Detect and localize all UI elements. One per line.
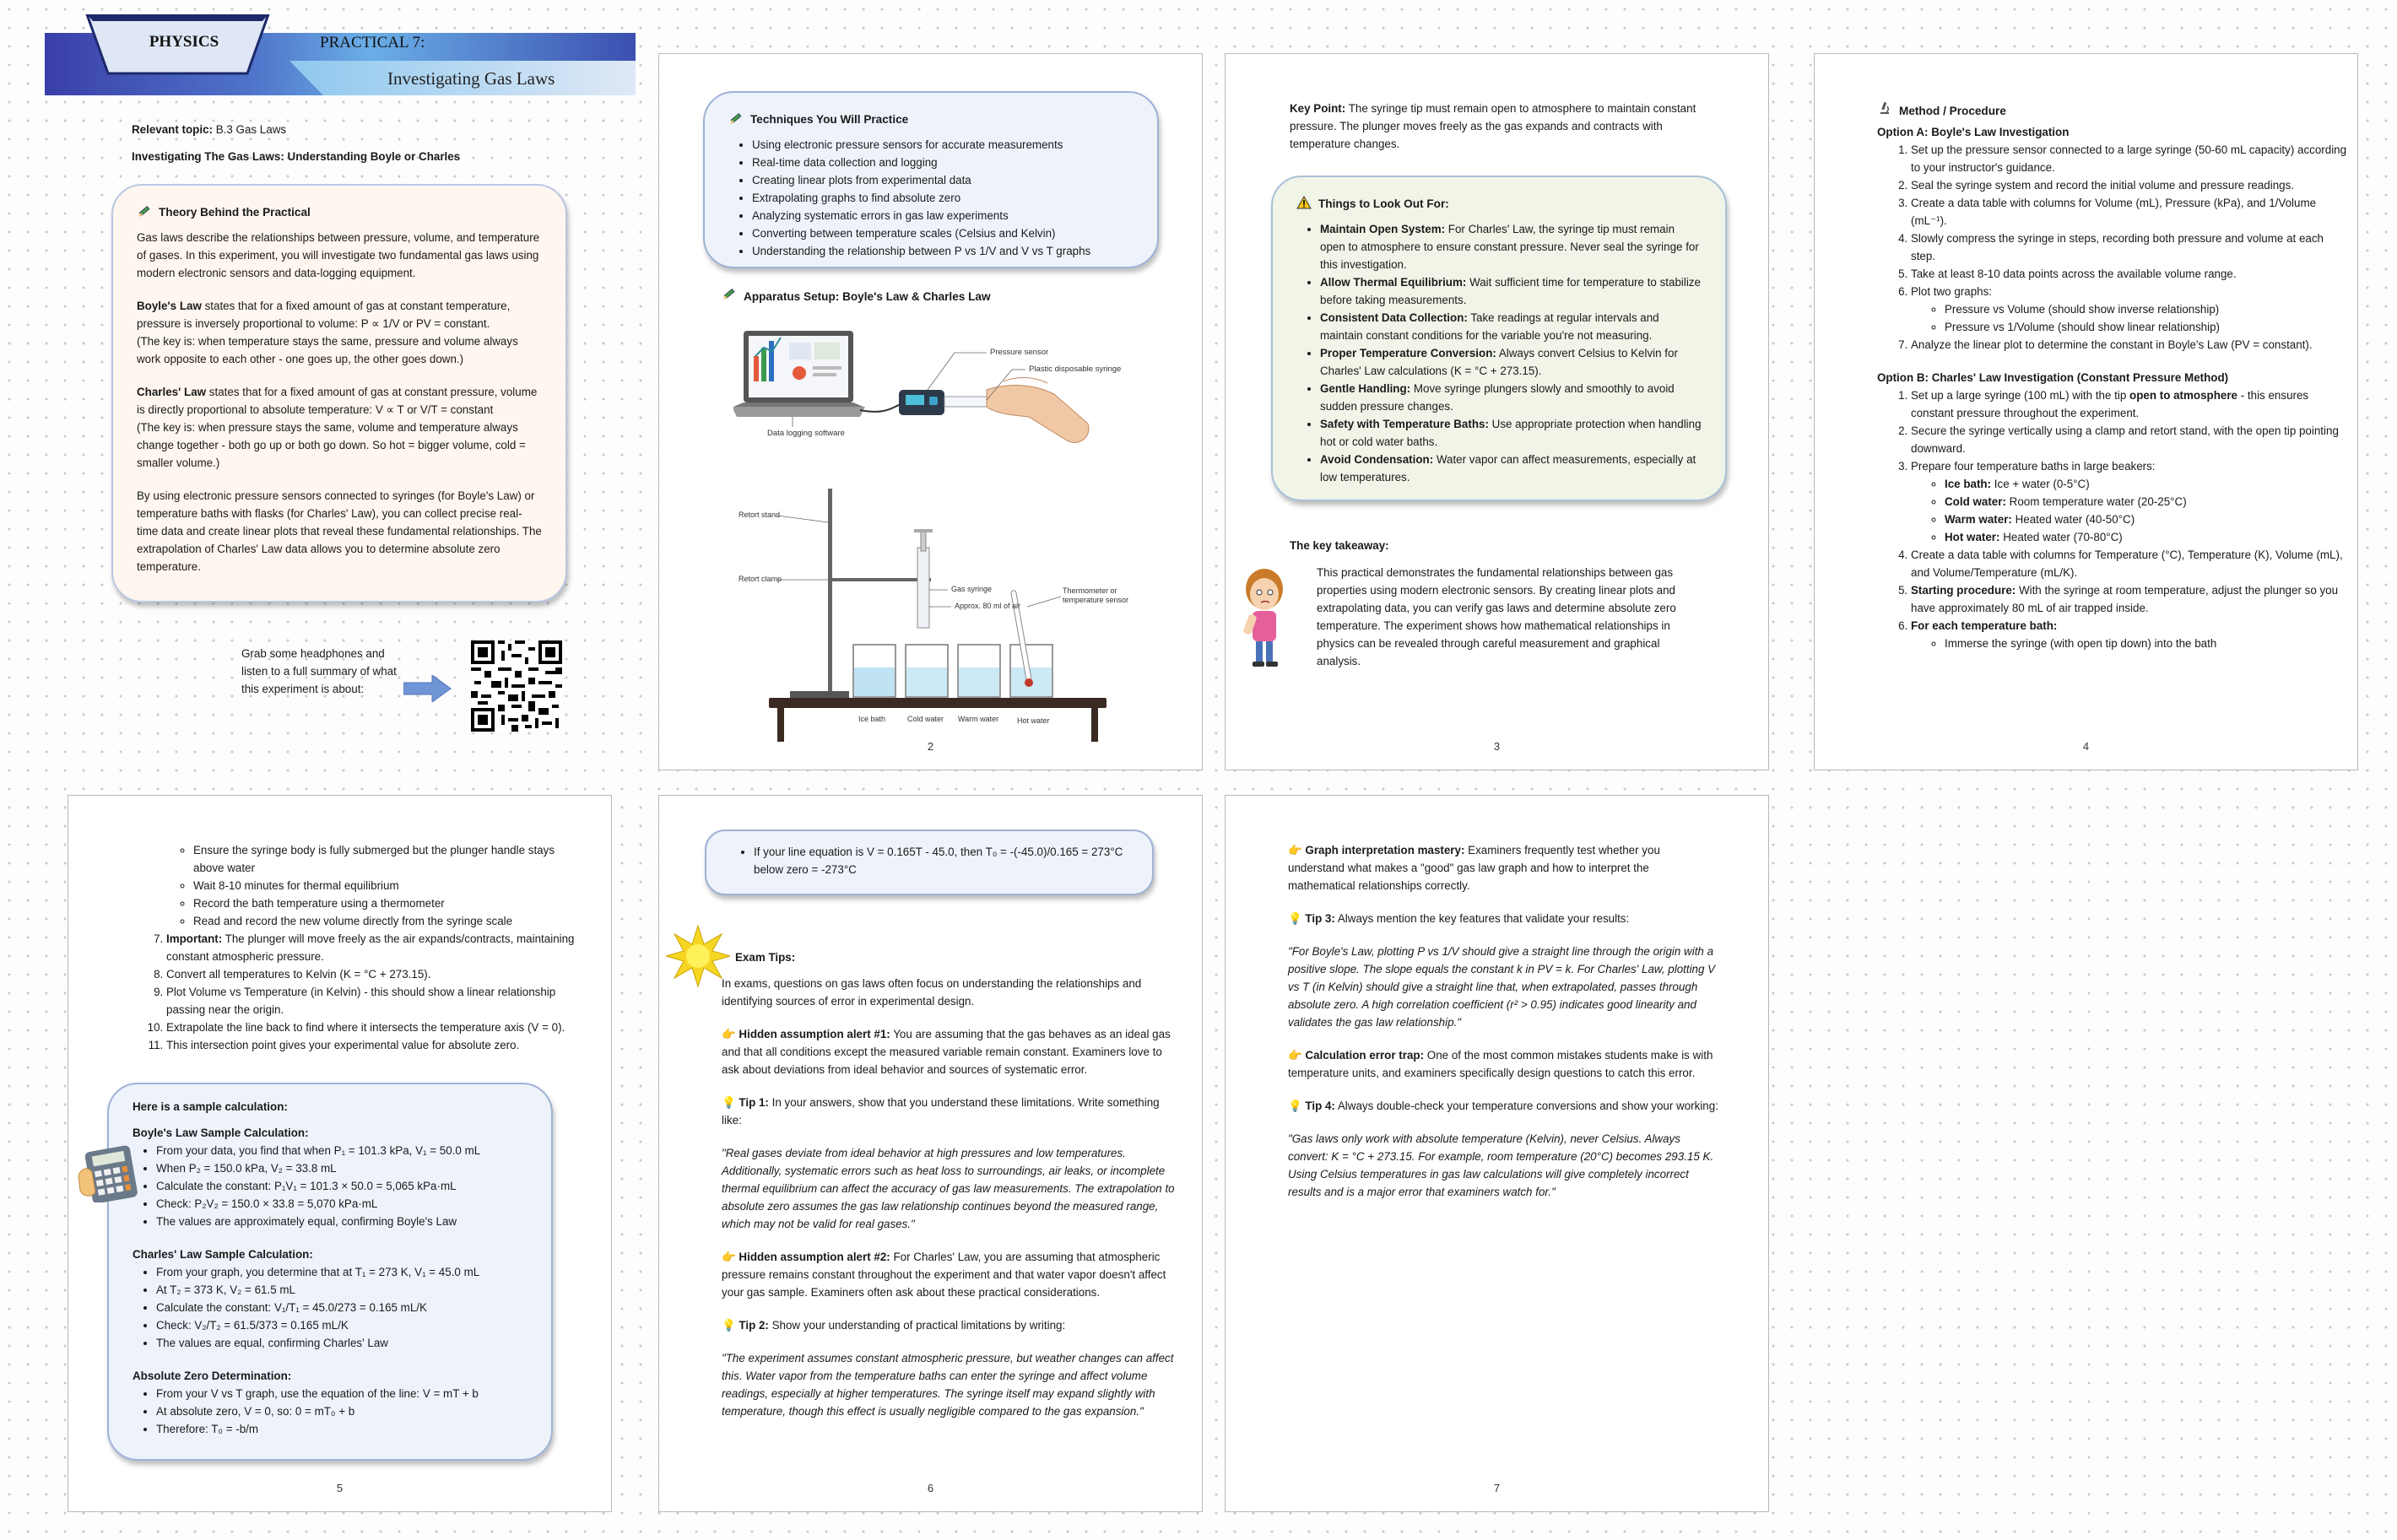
method-heading: Method / Procedure — [1899, 104, 2006, 117]
label-thermometer: Thermometer or temperature sensor — [1063, 586, 1129, 604]
abs-zero-heading: Absolute Zero Determination: — [133, 1370, 292, 1382]
starburst-icon — [666, 924, 730, 992]
pointing-hand-icon: 👉 — [722, 1028, 736, 1040]
theory-heading: Theory Behind the Practical — [159, 206, 311, 219]
lightbulb-icon: 💡 — [1288, 1100, 1302, 1112]
list-item: • Consistent Data Collection: Take readings at regular intervals and maintain constant conditions for the variable you're not measuring. — [1320, 309, 1702, 344]
apparatus-heading: Apparatus Setup: Boyle's Law & Charles Law — [744, 289, 991, 303]
list-item: • Safety with Temperature Baths: Use appropriate protection when handling hot or cold water baths. — [1320, 415, 1702, 451]
list-item: • Converting between temperature scales (Celsius and Kelvin) — [752, 224, 1134, 242]
list-item: 4. Slowly compress the syringe in steps, recording both pressure and volume at each step. — [1911, 230, 2350, 265]
warning-icon — [1296, 196, 1312, 212]
list-item: 7. Analyze the linear plot to determine the constant in Boyle's Law (PV = constant). — [1911, 336, 2350, 354]
label-cold-water: Cold water — [907, 715, 944, 723]
list-item: • The values are equal, confirming Charles' Law — [156, 1334, 528, 1352]
list-item: 6. Plot two graphs: ◦ Pressure vs Volume (should show inverse relationship) ◦ Pressure vs 1/Volume (should show linear relationship) — [1911, 283, 2350, 336]
page-5 — [68, 795, 612, 1512]
takeaway-text: This practical demonstrates the fundamental relationships between gas properties using modern electronic sensors. By creating linear plots and extrapolating data, you can verify gas laws and determine absolute zero temperature. The experiment shows how mathematical relationships in physics can be revealed through careful measurement and graphical analysis. — [1317, 566, 1676, 667]
page-7: 👉 Graph interpretation mastery: Examiners frequently test whether you understand what makes a "good" gas law graph and how to interpret the mathematical relationships correctly. 💡 Tip 3: Always mention the key features that validate your results: "For Boyle's Law, plotting P vs 1/V should give a straight line through the origin with a positive slope. The slope equals the constant k in PV = k. For Charles' Law, plotting V vs T (in Kelvin) should give a straight line that, when extrapolated, passes through absolute zero. A high correlation coefficient (r² > 0.95) indicates good linearity and validates the gas law relationship." 👉 Calculation error trap: One of the most common mistakes students make is with temperature units, and examiners specifically design questions to catch this error. 💡 Tip 4: Always double-check your temperature conversions and show your working: "Gas laws only work with absolute temperature (Kelvin), never Celsius. Always convert: K = °C + 273.15. For example, room temperature (20°C) becomes 293.15 K. Using Celsius temperatures in gas law calculations will give completely incorrect results and is a major error that examiners watch for." 7 — [1225, 795, 1769, 1512]
page-4 — [1814, 53, 2358, 770]
list-item: • When P₂ = 150.0 kPa, V₂ = 33.8 mL — [156, 1159, 528, 1177]
list-item: ◦ Ice bath: Ice + water (0-5°C) — [1945, 475, 2350, 493]
list-item: ◦ Wait 8-10 minutes for thermal equilibrium — [193, 877, 580, 894]
optionA-list — [1877, 141, 2350, 354]
list-item: 3. Prepare four temperature baths in large beakers: ◦ Ice bath: Ice + water (0-5°C) ◦ Cold water: Room temperature water (20-25°C) ◦ Warm water: Heated water (40-50°C) ◦ Hot water: Heated water (70-80°C) — [1911, 457, 2350, 546]
keypoint-text: The syringe tip must remain open to atmosphere to maintain constant pressure. The plunger moves freely as the gas expands and contracts with temperature changes. — [1290, 102, 1696, 150]
bath-steps-list — [133, 841, 580, 930]
list-item: • Understanding the relationship between P vs 1/V and V vs T graphs — [752, 242, 1134, 260]
list-item: • Using electronic pressure sensors for accurate measurements — [752, 136, 1134, 154]
list-item: • Calculate the constant: V₁/T₁ = 45.0/273 = 0.165 mL/K — [156, 1299, 528, 1316]
takeaway-heading: The key takeaway: — [1290, 539, 1389, 552]
list-item: 11. This intersection point gives your experimental value for absolute zero. — [166, 1036, 580, 1054]
list-item: ◦ Cold water: Room temperature water (20-25°C) — [1945, 493, 2350, 511]
lookout-box — [1271, 176, 1727, 501]
calc-heading: Here is a sample calculation: — [133, 1100, 288, 1113]
label-syringe: Plastic disposable syringe — [1029, 365, 1122, 374]
list-item: 4. Create a data table with columns for Temperature (°C), Temperature (K), Volume (mL), and Volume/Temperature (mL/K). — [1911, 546, 2350, 581]
charles-calc-heading: Charles' Law Sample Calculation: — [133, 1248, 313, 1261]
boyle-calc-list — [133, 1142, 528, 1230]
topic-value: B.3 Gas Laws — [212, 123, 287, 136]
exam-tips-heading: Exam Tips: — [735, 951, 796, 964]
optionB-heading: Option B: Charles' Law Investigation (Constant Pressure Method) — [1877, 371, 2229, 384]
label-retort-stand: Retort stand — [739, 511, 781, 519]
exam-intro: In exams, questions on gas laws often focus on understanding the relationships and identifying sources of error in experimental design. — [722, 977, 1142, 1008]
label-software: Data logging software — [767, 429, 845, 438]
label-air: Approx. 80 ml of air — [955, 602, 1021, 610]
list-item: • Avoid Condensation: Water vapor can affect measurements, especially at low temperatures. — [1320, 451, 1702, 486]
lookout-heading: Things to Look Out For: — [1318, 197, 1449, 210]
label-pressure-sensor: Pressure sensor — [990, 348, 1049, 357]
label-warm-water: Warm water — [958, 715, 999, 723]
charles-term: Charles' Law — [137, 386, 207, 398]
list-item: • From your data, you find that when P₁ = 101.3 kPa, V₁ = 50.0 mL — [156, 1142, 528, 1159]
pointing-hand-icon: 👉 — [1288, 1049, 1302, 1062]
pencil-icon — [137, 204, 152, 220]
list-item: • At T₂ = 373 K, V₂ = 61.5 mL — [156, 1281, 528, 1299]
charles-apparatus-illustration — [727, 480, 1149, 759]
theory-box — [111, 184, 567, 602]
list-item: 1. Set up the pressure sensor connected to a large syringe (50-60 mL capacity) according to your instructor's guidance. — [1911, 141, 2350, 176]
boyle-term: Boyle's Law — [137, 300, 202, 312]
list-item: ◦ Hot water: Heated water (70-80°C) — [1945, 528, 2350, 546]
page-subtitle: Investigating The Gas Laws: Understanding Boyle or Charles — [132, 150, 461, 163]
page-6: • If your line equation is V = 0.165T - 45.0, then T₀ = -(-45.0)/0.165 = 273°C below zero = -273°C Exam Tips: In exams, questions on gas laws often focus on understanding the relationships and identifying sources of error in experimental design. 👉 Hidden assumption alert #1: You are assuming that the gas behaves as an ideal gas and that all conditions except the measured variable remain constant. Examiners love to ask about deviations from ideal behavior and sources of systematic error. 💡 Tip 1: In your answers, show that you understand these limitations. Write something like: "Real gases deviate from ideal behavior at high pressures and low temperatures. Additionally, systematic errors such as heat loss to surroundings, air leaks, or incomplete thermal equilibrium can affect the accuracy of gas law measurements. The extrapolation to absolute zero assumes the gas law relationship continues beyond the measured range, which may not be valid for real gases." 👉 Hidden assumption alert #2: For Charles' Law, you are assuming that atmospheric pressure remains constant throughout the experiment and that water vapor doesn't affect your gas sample. Examiners often ask about these practical considerations. 💡 Tip 2: Show your understanding of practical limitations by writing: "The experiment assumes constant atmospheric pressure, but weather changes can affect this. Water vapor from the temperature baths can enter the syringe and affect volume readings, especially at higher temperatures. The syringe itself may expand slightly with temperature, though this effect is usually negligible compared to the gas expansion." 6 — [658, 795, 1203, 1512]
list-item: • Creating linear plots from experimental data — [752, 171, 1134, 189]
page-number: 7 — [1493, 1482, 1501, 1494]
list-item: 1. Set up a large syringe (100 mL) with the tip open to atmosphere - this ensures constant pressure throughout the experiment. — [1911, 386, 2350, 422]
quote-1: "Real gases deviate from ideal behavior at high pressures and low temperatures. Additionally, systematic errors such as heat loss to surroundings, air leaks, or incomplete thermal equilibrium can affect the accuracy of gas law measurements. The extrapolation to absolute zero assumes the gas law relationship continues beyond the measured range, which may not be valid for real gases." — [722, 1147, 1175, 1230]
abs-zero-list — [133, 1385, 528, 1438]
boyle-key: (The key is: when temperature stays the same, pressure and volume always work opposite to each other - one goes up, the other goes down.) — [137, 335, 518, 365]
techniques-list — [728, 136, 1134, 260]
quote-2: "The experiment assumes constant atmospheric pressure, but weather changes can affect this. Water vapor from the temperature baths can enter the syringe and affect volume readings, especially at higher temperatures. The syringe itself may expand slightly with temperature, though this effect is usually negligible compared to the gas expansion." — [722, 1352, 1174, 1418]
page-1 — [68, 110, 608, 751]
optionB-list — [1877, 386, 2350, 652]
list-item: • Analyzing systematic errors in gas law experiments — [752, 207, 1134, 224]
boyle-calc-heading: Boyle's Law Sample Calculation: — [133, 1127, 309, 1139]
keypoint-label: Key Point: — [1290, 102, 1346, 115]
label-hot-water: Hot water — [1017, 716, 1050, 725]
header-banner — [45, 14, 636, 99]
lightbulb-icon: 💡 — [722, 1319, 736, 1332]
page-2 — [658, 53, 1203, 770]
list-item: ◦ Warm water: Heated water (40-50°C) — [1945, 511, 2350, 528]
page-number: 6 — [927, 1482, 934, 1494]
label-gas-syringe: Gas syringe — [951, 585, 993, 593]
subject-label: PHYSICS — [149, 33, 219, 51]
list-item: 8. Convert all temperatures to Kelvin (K = °C + 273.15). — [166, 965, 580, 983]
list-item: • Extrapolating graphs to find absolute zero — [752, 189, 1134, 207]
sample-calculation-box — [107, 1083, 553, 1461]
list-item: ◦ Ensure the syringe body is fully submerged but the plunger handle stays above water — [193, 841, 580, 877]
list-item: 2. Seal the syringe system and record the initial volume and pressure readings. — [1911, 176, 2350, 194]
thinking-child-icon — [1234, 564, 1293, 678]
page-number: 4 — [2082, 740, 2090, 753]
charles-steps-list — [133, 930, 580, 1054]
list-item: • From your graph, you determine that at T₁ = 273 K, V₁ = 45.0 mL — [156, 1263, 528, 1281]
list-item: ◦ Read and record the new volume directly from the syringe scale — [193, 912, 580, 930]
page-number: 3 — [1493, 740, 1501, 753]
pencil-icon — [722, 287, 737, 305]
list-item: 2. Secure the syringe vertically using a clamp and retort stand, with the open tip pointing downward. — [1911, 422, 2350, 457]
charles-key: (The key is: when pressure stays the same, volume and temperature always change together - both go up or both go down. So hot = bigger volume, cold = smaller volume.) — [137, 421, 526, 469]
quote-4: "Gas laws only work with absolute temperature (Kelvin), never Celsius. Always convert: K = °C + 273.15. For example, room temperature (20°C) becomes 293.15 K. Using Celsius temperatures in gas law calculations will give completely incorrect results and is a major error that examiners watch for." — [1288, 1132, 1714, 1198]
list-item: 10. Extrapolate the line back to find where it intersects the temperature axis (V = 0). — [166, 1019, 580, 1036]
theory-intro: Gas laws describe the relationships between pressure, volume, and temperature of gases. In this experiment, you will investigate two fundamental gas laws using modern electronic sensors and data-logging equipment. — [137, 231, 540, 279]
list-item: • Therefore: T₀ = -b/m — [156, 1420, 528, 1438]
charles-text: states that for a fixed amount of gas at constant pressure, volume is directly proportional to absolute temperature: V ∝ T or V/T = constant — [137, 386, 538, 416]
list-item: 6. For each temperature bath: ◦ Immerse the syringe (with open tip down) into the bath — [1911, 617, 2350, 652]
techniques-heading: Techniques You Will Practice — [750, 113, 909, 126]
lookout-list — [1296, 220, 1702, 486]
arrow-right-icon — [403, 675, 452, 706]
audio-prompt: Grab some headphones and listen to a full summary of what this experiment is about: — [241, 647, 397, 695]
page-number: 5 — [336, 1482, 344, 1494]
page-number: 2 — [927, 740, 934, 753]
list-item: ◦ Immerse the syringe (with open tip down) into the bath — [1945, 635, 2350, 652]
list-item: • From your V vs T graph, use the equation of the line: V = mT + b — [156, 1385, 528, 1402]
label-retort-clamp: Retort clamp — [739, 575, 782, 583]
practical-number: PRACTICAL 7: — [320, 34, 425, 51]
list-item: • Calculate the constant: P₁V₁ = 101.3 × 50.0 = 5,065 kPa·mL — [156, 1177, 528, 1195]
list-item: • Proper Temperature Conversion: Always convert Celsius to Kelvin for Charles' Law calculations (K = °C + 273.15). — [1320, 344, 1702, 380]
label-ice-bath: Ice bath — [858, 715, 886, 723]
list-item: 9. Plot Volume vs Temperature (in Kelvin) - this should show a linear relationship passing near the origin. — [166, 983, 580, 1019]
list-item: • Real-time data collection and logging — [752, 154, 1134, 171]
list-item: 5. Starting procedure: With the syringe at room temperature, adjust the plunger so you have approximately 80 mL of air trapped inside. — [1911, 581, 2350, 617]
calculator-icon — [77, 1142, 141, 1207]
practical-title: Investigating Gas Laws — [387, 68, 555, 89]
theory-conclusion: By using electronic pressure sensors connected to syringes (for Boyle's Law) or temperature baths with flasks (for Charles' Law), you can collect precise real-time data and create linear plots that reveal these fundamental relationships. The extrapolation of Charles' Law data allows you to determine absolute zero temperature. — [137, 489, 542, 573]
list-item: ◦ Pressure vs Volume (should show inverse relationship) — [1945, 300, 2350, 318]
pointing-hand-icon: 👉 — [722, 1251, 736, 1263]
list-item: 3. Create a data table with columns for Volume (mL), Pressure (kPa), and 1/Volume (mL⁻¹). — [1911, 194, 2350, 230]
list-item: • Maintain Open System: For Charles' Law, the syringe tip must remain open to atmosphere to ensure constant pressure. Never seal the syringe for this investigation. — [1320, 220, 1702, 273]
list-item: • Gentle Handling: Move syringe plungers slowly and smoothly to avoid sudden pressure changes. — [1320, 380, 1702, 415]
qr-code-icon[interactable] — [471, 640, 562, 737]
optionA-heading: Option A: Boyle's Law Investigation — [1877, 126, 2070, 138]
pointing-hand-icon: 👉 — [1288, 844, 1302, 856]
topic-label: Relevant topic: — [132, 123, 213, 136]
techniques-box — [703, 91, 1159, 268]
quote-3: "For Boyle's Law, plotting P vs 1/V should give a straight line through the origin with a positive slope. The slope equals the constant k in PV = k. For Charles' Law, plotting V vs T (in Kelvin) should give a straight line that, when extrapolated, passes through absolute zero. A high correlation coefficient (r² > 0.95) indicates good linearity and validates the gas law relationship." — [1288, 945, 1716, 1029]
list-item: • If your line equation is V = 0.165T - 45.0, then T₀ = -(-45.0)/0.165 = 273°C below zero = -273°C — [754, 843, 1128, 878]
pencil-icon — [728, 111, 744, 127]
list-item: • The values are approximately equal, confirming Boyle's Law — [156, 1213, 528, 1230]
list-item: ◦ Pressure vs 1/Volume (should show linear relationship) — [1945, 318, 2350, 336]
list-item: ◦ Record the bath temperature using a thermometer — [193, 894, 580, 912]
list-item: • At absolute zero, V = 0, so: 0 = mT₀ + b — [156, 1402, 528, 1420]
list-item: • Allow Thermal Equilibrium: Wait sufficient time for temperature to stabilize before taking measurements. — [1320, 273, 1702, 309]
lightbulb-icon: 💡 — [722, 1096, 736, 1109]
list-item: • Check: P₂V₂ = 150.0 × 33.8 = 5,070 kPa·mL — [156, 1195, 528, 1213]
charles-calc-list — [133, 1263, 528, 1352]
page-3 — [1225, 53, 1769, 770]
absolute-zero-example-box — [705, 829, 1154, 895]
list-item: 7. Important: The plunger will move freely as the air expands/contracts, maintaining constant atmospheric pressure. — [166, 930, 580, 965]
lightbulb-icon: 💡 — [1288, 912, 1302, 925]
list-item: 5. Take at least 8-10 data points across the available volume range. — [1911, 265, 2350, 283]
microscope-icon — [1877, 101, 1892, 120]
boyle-text: states that for a fixed amount of gas at constant temperature, pressure is inversely proportional to volume: P ∝ 1/V or PV = constant. — [137, 300, 511, 330]
list-item: • Check: V₂/T₂ = 61.5/373 = 0.165 mL/K — [156, 1316, 528, 1334]
